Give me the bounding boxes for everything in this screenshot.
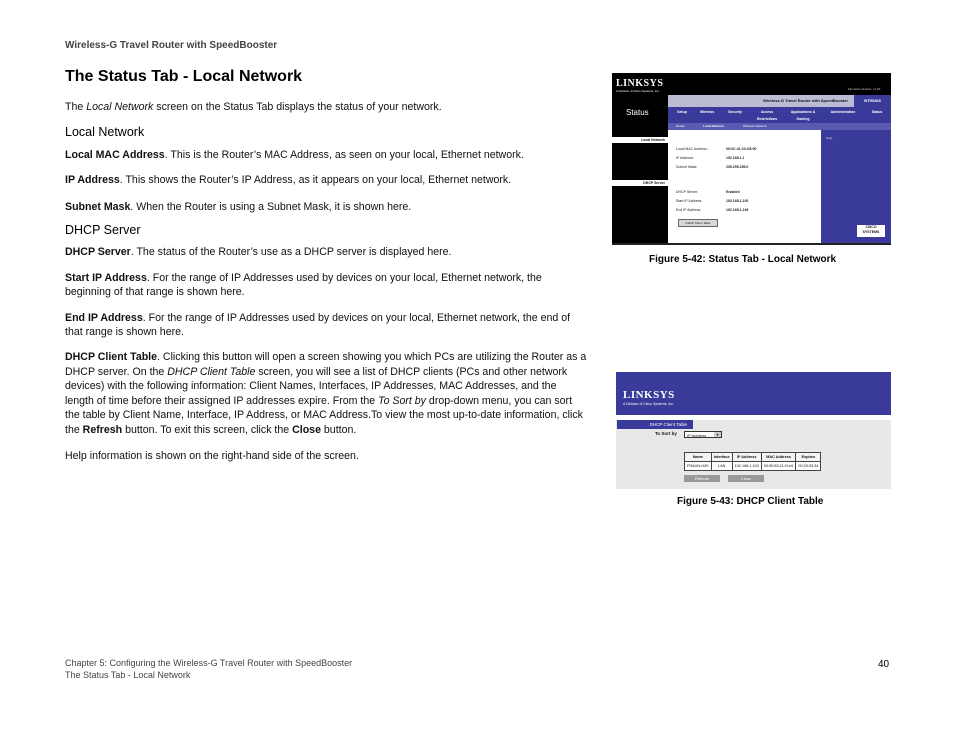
table-header-row xyxy=(685,453,821,462)
sub-tabs xyxy=(668,123,891,130)
close-button[interactable]: Close xyxy=(728,475,764,482)
field-value: 192.168.1.1 xyxy=(726,156,745,160)
body-text xyxy=(65,100,587,463)
model-number: WTR54GS xyxy=(854,95,891,107)
field-label: End IP Address: xyxy=(676,208,702,212)
subtab-wireless-network[interactable]: Wireless Network xyxy=(743,124,767,128)
intro-paragraph: The Local Network screen on the Status Tab displays the status of your network. xyxy=(65,101,442,113)
field-value: 00:0C:41:23:C8:00 xyxy=(726,147,757,151)
f1-left-column xyxy=(612,130,668,243)
linksys-logo: LINKSYS xyxy=(623,389,675,401)
column-header: Interface xyxy=(711,453,732,462)
page-title: The Status Tab - Local Network xyxy=(65,68,303,85)
field-label: Local MAC Address: xyxy=(676,147,708,151)
refresh-button[interactable]: Refresh xyxy=(684,475,720,482)
linksys-logo-subtitle: A Division of Cisco Systems, Inc. xyxy=(623,402,674,406)
column-header: Expires xyxy=(796,453,821,462)
para-help: Help information is shown on the right-hand side of the screen. xyxy=(65,449,359,462)
help-link[interactable]: Help... xyxy=(826,136,835,140)
tab-security[interactable]: Security xyxy=(728,110,742,114)
subtab-router[interactable]: Router xyxy=(676,124,686,128)
field-label: Subnet Mask: xyxy=(676,165,698,169)
para-dhcp-client-table: DHCP Client Table. Clicking this button will open a screen showing you which PCs are utilizing the Router as a DHCP server. On the DHCP Client Table screen, you will see a list of DHCP clients (PCs and other network devices) with the following information: Client Names, Interfaces, IP Addresses, MAC Addresses, and the length of time before their assigned IP addresses expire. From the To Sort by drop-down menu, you can sort the table by Client Name, Interface, IP Address, or MAC Address.To view the most up-to-date information, click the Refresh button. To exit this screen, click the Close button. xyxy=(65,351,587,436)
linksys-logo: LINKSYS xyxy=(616,78,664,89)
table-cell: 00:23:53:34 xyxy=(796,462,821,471)
column-header: IP Address xyxy=(732,453,761,462)
section-dhcp-server: DHCP Server xyxy=(612,180,668,186)
linksys-logo-subtitle: A Division of Cisco Systems, Inc. xyxy=(616,89,660,93)
intro-emphasis: Local Network xyxy=(86,101,154,113)
footer-section: The Status Tab - Local Network xyxy=(65,670,191,680)
section-local-network: Local Network xyxy=(612,137,668,143)
para-start-ip: Start IP Address. For the range of IP Addresses used by devices on your local, Ethernet network, the beginning of that range is shown here. xyxy=(65,271,542,299)
product-title: Wireless-G Travel Router with SpeedBooster xyxy=(668,95,854,107)
cisco-logo: CISCO SYSTEMS xyxy=(857,225,885,237)
subheading-dhcp-server: DHCP Server xyxy=(65,223,141,238)
column-header: Name xyxy=(685,453,712,462)
dhcp-client-table-button[interactable]: DHCP Client Table xyxy=(678,219,718,227)
para-dhcp-server: DHCP Server. The status of the Router’s use as a DHCP server is displayed here. xyxy=(65,246,452,259)
figure-dhcp-client-table xyxy=(616,372,891,489)
field-value: 192.168.1.100 xyxy=(726,199,749,203)
para-ip-address: IP Address. This shows the Router’s IP Address, as it appears on your local, Ethernet network. xyxy=(65,174,512,187)
sort-by-select[interactable] xyxy=(684,431,722,438)
running-header: Wireless-G Travel Router with SpeedBooster xyxy=(65,40,278,51)
f1-content-area xyxy=(668,130,821,243)
main-tabs xyxy=(668,109,891,123)
tab-administration[interactable]: Administration xyxy=(830,110,856,114)
sort-by-label: To Sort by xyxy=(655,431,677,436)
tab-applications-gaming[interactable]: Applications & Gaming xyxy=(790,110,816,121)
chevron-down-icon: ▾ xyxy=(714,432,721,437)
tab-status[interactable]: Status xyxy=(871,110,883,114)
field-value: Enabled xyxy=(726,190,740,194)
field-label: IP Address: xyxy=(676,156,694,160)
table-row xyxy=(685,462,821,471)
status-page-label: Status xyxy=(626,108,649,117)
page-footer xyxy=(65,657,352,681)
table-cell: LAN xyxy=(711,462,732,471)
figure-42-caption: Figure 5-42: Status Tab - Local Network xyxy=(649,254,837,265)
para-end-ip: End IP Address. For the range of IP Addresses used by devices on your local, Ethernet network, the end of that range is shown here. xyxy=(65,311,571,339)
page-number: 40 xyxy=(878,659,890,670)
tab-wireless[interactable]: Wireless xyxy=(699,110,715,114)
client-table xyxy=(684,452,821,471)
field-label: Start IP Address: xyxy=(676,199,703,203)
sort-by-value: IP Address xyxy=(687,433,707,438)
column-header: MAC Address xyxy=(761,453,796,462)
footer-chapter: Chapter 5: Configuring the Wireless-G Travel Router with SpeedBooster xyxy=(65,658,353,668)
table-cell: 192.168.1.100 xyxy=(732,462,761,471)
figure-status-local-network xyxy=(612,73,891,245)
dhcp-client-table-label: DHCP Client Table xyxy=(617,420,693,429)
field-label: DHCP Server: xyxy=(676,190,699,194)
para-subnet-mask: Subnet Mask. When the Router is using a Subnet Mask, it is shown here. xyxy=(65,200,412,213)
table-cell: 00:50:83:21:f1:e9 xyxy=(761,462,796,471)
tab-access-restrictions[interactable]: Access Restrictions xyxy=(756,110,778,121)
subheading-local-network: Local Network xyxy=(65,125,145,140)
field-value: 255.255.255.0 xyxy=(726,165,749,169)
table-cell: FRAUN-H2K xyxy=(685,462,712,471)
field-value: 192.168.1.149 xyxy=(726,208,749,212)
firmware-version: Firmware Version: v1.00 xyxy=(848,87,881,91)
para-local-mac: Local MAC Address. This is the Router’s MAC Address, as seen on your local, Ethernet network. xyxy=(65,148,524,161)
subtab-local-network[interactable]: Local Network xyxy=(703,124,724,128)
tab-setup[interactable]: Setup xyxy=(677,110,687,114)
figure-43-caption: Figure 5-43: DHCP Client Table xyxy=(677,496,824,507)
